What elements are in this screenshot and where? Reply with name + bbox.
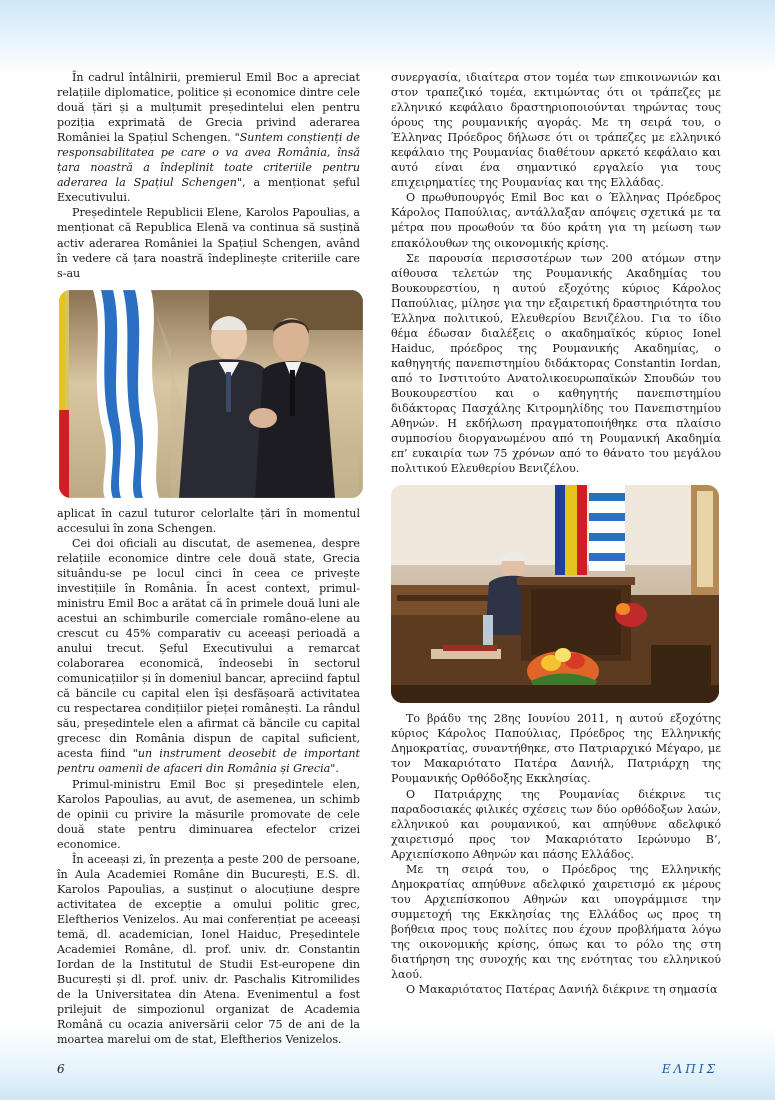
paragraph-greek-7: Ο Μακαριότατος Πατέρας Δανιήλ διέκρινε τη σημασία — [406, 983, 718, 997]
left-column — [57, 70, 360, 1047]
paragraph-greek-1: συνεργασία, ιδιαίτερα στον τομέα των επικοινωνιών και στον τραπεζικό τομέα, εκτιμώντας ότι οι τράπεζες με ελληνικό κεφάλαιο δραστηριοποιούνται τηρώντας τους όρους της ρουμανικής αγοράς. Με τη σειρά του, ο Έλληνας Πρόεδρος δήλωσε ότι οι τράπεζες με ελληνικό κεφάλαιο της Ρουμανίας διαθέτουν αρκετό κεφάλαιο και αυτό είναι ένα σημαντικό εργαλείο για τους επιχειρηματίες της Ρουμανίας και της Ελλάδας. — [391, 71, 721, 190]
paragraph-crisis: Primul-ministru Emil Boc și președintele elen, Karolos Papoulias, au avut, de asemenea, un schimb de opinii cu privire la măsurile promovate de cele două state pentru diminuarea efectelor crizei economice. — [57, 777, 360, 851]
paragraph-economic — [57, 536, 360, 777]
paragraph-academy: În aceeași zi, în prezența a peste 200 de persoane, în Aula Academiei Române din București, E.S. dl. Karolos Papoulias, a susținut o alocuțiune despre activitatea de excepție a omului politic grec, Eleftherios Venizelos. Au mai conferențiat pe aceeași temă, dl. academician, Ionel Haiduc, Președintele Academiei Române, dl. prof. univ. dr. Constantin Iordan de la Institutul de Studii Est-europene din București și dl. prof. univ. dr. Paschalis Kitromilides de la Universitatea din Atena. Evenimentul a fost prilejuit de simpozionul organizat de Academia Română cu ocazia aniversării celor 75 de ani de la moartea marelui om de stat, Eleftherios Venizelos. — [57, 852, 360, 1047]
paragraph-text: , a menționat șeful Executivului. — [57, 176, 360, 205]
lecture-photo — [391, 485, 719, 703]
paragraph-text: . — [335, 762, 339, 776]
quote-text: "un instrument deosebit de important pentru oamenii de afaceri din România și Grecia" — [57, 747, 361, 776]
paragraph-meeting — [57, 70, 360, 205]
paragraph-greek-4: Το βράδυ της 28ης Ιουνίου 2011, η αυτού εξοχότης κύριος Κάρολος Παπούλιας, Πρόεδρος της Ελληνικής Δημοκρατίας, συναντήθηκε, στο Πατριαρχικό Μέγαρο, με τον Μακαριότατο Πατέρα Δανιήλ, Πατριάρχη της Ρουμανικής Ορθόδοξης Εκκλησίας. — [391, 712, 721, 786]
paragraph-greek-3: Σε παρουσία περισσοτέρων των 200 ατόμων στην αίθουσα τελετών της Ρουμανικής Ακαδημίας του Βουκουρεστίου, η αυτού εξοχότης κύριος Κάρολος Παπούλιας, μίλησε για την εξαιρετική δραστηριότητα του Έλληνα πολιτικού, Ελευθερίου Βενιζέλου. Για το ίδιο θέμα έδωσαν διαλέξεις ο ακαδημαϊκός κύριος Ionel Haiduc, πρόεδρος της Ρουμανικής Ακαδημίας, ο καθηγητής πανεπιστημίου διδάκτορας Constantin Iordan, από το Ινστιτούτο Ανατολικοευρωπαϊκών Σπουδών του Βουκουρεστίου και ο καθηγητής πανεπιστημίου διδάκτορας Πασχάλης Κιτρομηλίδης του Πανεπιστημίου Αθηνών. Η εκδήλωση πραγματοποιήθηκε στα πλαίσιο συμποσίου διοργανωμένου από τη Ρουμανική Ακαδημία επ’ ευκαιρία των 75 χρόνων από το θάνατο του μεγάλου πολιτικού Ελευθερίου Βενιζέλου. — [391, 251, 721, 476]
paragraph-text: Cei doi oficiali au discutat, de asemenea, despre relațiile economice dintre cele două state, Grecia situându-se pe locul cinci în ceea ce privește investițiile în România. În acest context, primul-ministru Emil Boc a arătat că în primele două luni ale acestui an schimburile comerciale româno-elene au crescut cu 45% comparativ cu aceeași perioadă a anului trecut. Șeful Executivului a remarcat colaborarea economică, îndeosebi în sectorul comunicațiilor și în domeniul bancar, apreciind faptul că băncile cu capital elen își desfășoară activitatea cu respectarea condițiilor pieței românești. La rândul său, președintele elen a afirmat că băncile cu capital grecesc din România dispun de capital suficient, acesta fiind — [57, 536, 360, 761]
handshake-photo — [59, 290, 363, 498]
right-column — [391, 70, 721, 997]
paragraph-papoulias: Președintele Republicii Elene, Karolos Papoulias, a menționat că Republica Elenă va continua să susțină activ aderarea României la Spațiul Schengen, având în vedere că țara noastră îndeplinește criteriile care s-au — [57, 206, 360, 280]
page-number: 6 — [57, 1062, 65, 1076]
magazine-title: ΕΛΠΙΣ — [661, 1062, 718, 1076]
quote-text: "Suntem conștienți de responsabilitatea pe care o va avea România, însă țara noastră a îndeplinit toate criteriile pentru aderarea la Spațiul Schengen" — [57, 131, 360, 190]
paragraph-greek-2: Ο πρωθυπουργός Emil Boc και ο Έλληνας Πρόεδρος Κάρολος Παπούλιας, αντάλλαξαν απόψεις σχετικά με τα μέτρα που προωθούν τα δύο κράτη για τη μείωση των επακόλουθων της οικονομικής κρίσης. — [391, 191, 721, 250]
paragraph-continuation: aplicat în cazul tuturor celorlalte țări în momentul accesului în zona Schengen. — [57, 506, 360, 535]
paragraph-greek-6: Με τη σειρά του, ο Πρόεδρος της Ελληνικής Δημοκρατίας απηύθυνε αδελφικό χαιρετισμό εκ μέρους του Αρχιεπίσκοπου Αθηνών και υπογράμμισε την συμμετοχή της Εκκλησίας της Ελλάδος ως προς τη βοήθεια προς τους πολίτες που έχουν προβλήματα λόγω της οικονομικής κρίσης, όπως και το ρόλο της στη διατήρηση της συνοχής και της ενότητας του ελληνικού λαού. — [391, 862, 721, 982]
paragraph-greek-5: Ο Πατριάρχης της Ρουμανίας διέκρινε τις παραδοσιακές φιλικές σχέσεις των δύο ορθόδοξων λαών, ελληνικού και ρουμανικού, και απηύθυνε αδελφικό χαιρετισμό προς τον Μακαριότατο Ιερώνυμο Β’, Αρχιεπίσκοπο Αθηνών και πάσης Ελλάδος. — [391, 787, 721, 861]
paragraph-text: În cadrul întâlnirii, premierul Emil Boc a apreciat relațiile diplomatice, politice și economice dintre cele două țări și a mulțumit președintelui elen pentru poziția exprimată de Grecia privind aderarea României la Spațiul Schengen. — [57, 71, 360, 145]
